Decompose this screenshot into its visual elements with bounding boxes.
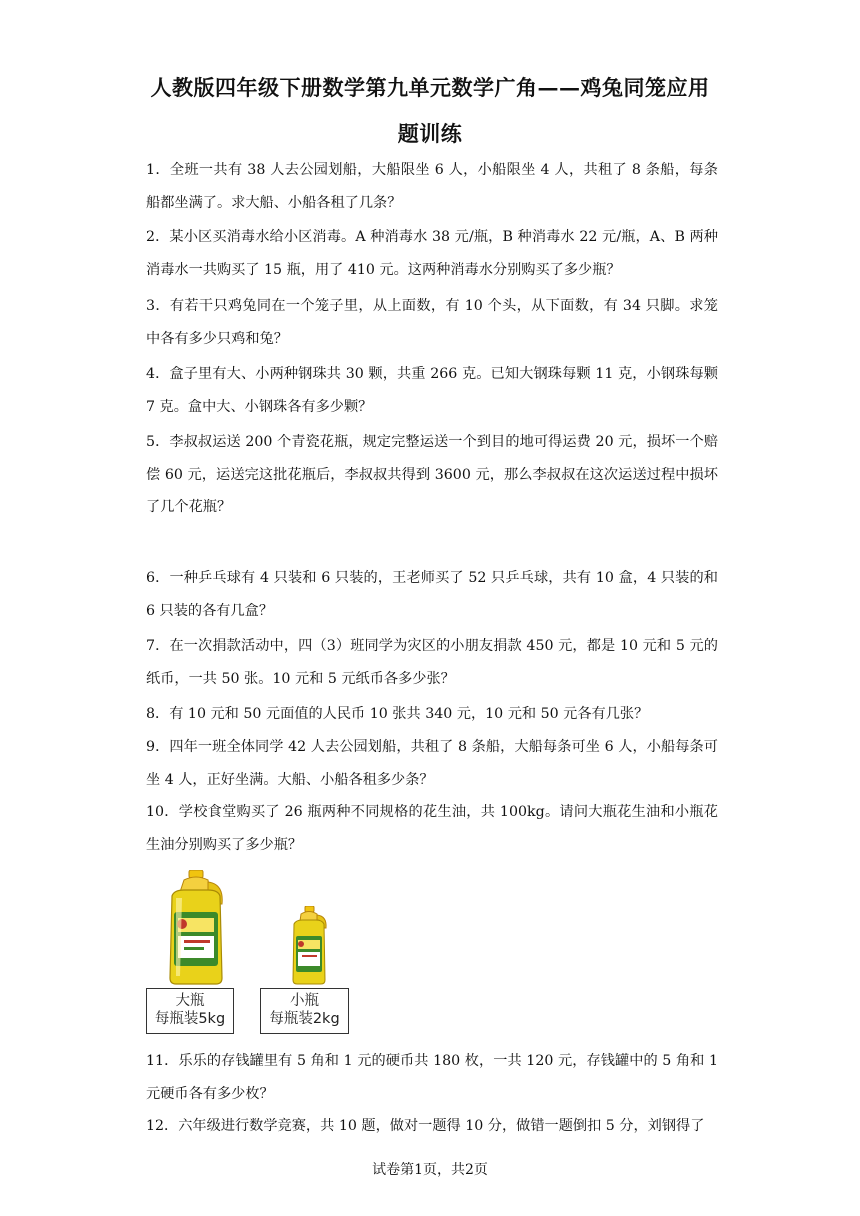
large-bottle-name: 大瓶 xyxy=(175,993,205,1009)
question-6: 6．一种乒乓球有 4 只装和 6 只装的，王老师买了 52 只乒乓球，共有 10 盒，4 只装的和 6 只装的各有几盒？ xyxy=(146,570,718,619)
question-12: 12．六年级进行数学竞赛，共 10 题，做对一题得 10 分，做错一题倒扣 5 分，刘钢得了 xyxy=(146,1118,705,1134)
small-bottle-spec: 每瓶装2kg xyxy=(269,1011,340,1027)
question-1: 1．全班一共有 38 人去公园划船，大船限坐 6 人，小船限坐 4 人，共租了 8 条船，每条船都坐满了。求大船、小船各租了几条？ xyxy=(146,162,718,211)
page-footer: 试卷第1页，共2页 xyxy=(372,1162,488,1178)
page-title-continued: 题训练 xyxy=(397,121,463,146)
question-3: 3．有若干只鸡兔同在一个笼子里，从上面数，有 10 个头，从下面数，有 34 只脚。求笼中各有多少只鸡和兔？ xyxy=(146,298,718,347)
question-9: 9．四年一班全体同学 42 人去公园划船，共租了 8 条船，大船每条可坐 6 人，小船每条可坐 4 人，正好坐满。大船、小船各租多少条？ xyxy=(146,739,718,788)
question-11: 11．乐乐的存钱罐里有 5 角和 1 元的硬币共 180 枚，一共 120 元，存钱罐中的 5 角和 1 元硬币各有多少枚？ xyxy=(146,1053,718,1102)
small-oil-bottle-image xyxy=(288,906,330,990)
small-bottle-name: 小瓶 xyxy=(290,993,319,1009)
small-bottle-label xyxy=(260,988,349,1034)
large-oil-bottle-image xyxy=(160,870,230,990)
question-4: 4．盒子里有大、小两种钢珠共 30 颗，共重 266 克。已知大钢珠每颗 11 克，小钢珠每颗 7 克。盒中大、小钢珠各有多少颗？ xyxy=(146,366,718,415)
large-bottle-spec: 每瓶装5kg xyxy=(154,1011,226,1027)
question-2: 2．某小区买消毒水给小区消毒。A 种消毒水 38 元/瓶，B 种消毒水 22 元/瓶，A、B 两种消毒水一共购买了 15 瓶，用了 410 元。这两种消毒水分别购买了多少瓶？ xyxy=(146,229,718,278)
oil-bottles-figure xyxy=(146,870,376,1038)
large-bottle-label xyxy=(146,988,234,1034)
question-7: 7．在一次捐款活动中，四（3）班同学为灾区的小朋友捐款 450 元，都是 10 元和 5 元的纸币，一共 50 张。10 元和 5 元纸币各多少张？ xyxy=(146,638,718,687)
question-10: 10．学校食堂购买了 26 瓶两种不同规格的花生油，共 100kg。请问大瓶花生油和小瓶花生油分别购买了多少瓶？ xyxy=(146,804,718,853)
question-5: 5．李叔叔运送 200 个青瓷花瓶，规定完整运送一个到目的地可得运费 20 元，损坏一个赔偿 60 元，运送完这批花瓶后，李叔叔共得到 3600 元，那么李叔叔在这次运送过程中损坏了几个花瓶？ xyxy=(146,434,718,516)
question-8: 8．有 10 元和 50 元面值的人民币 10 张共 340 元，10 元和 50 元各有几张？ xyxy=(146,706,649,722)
page-title: 人教版四年级下册数学第九单元数学广角——鸡兔同笼应用 xyxy=(150,75,710,100)
